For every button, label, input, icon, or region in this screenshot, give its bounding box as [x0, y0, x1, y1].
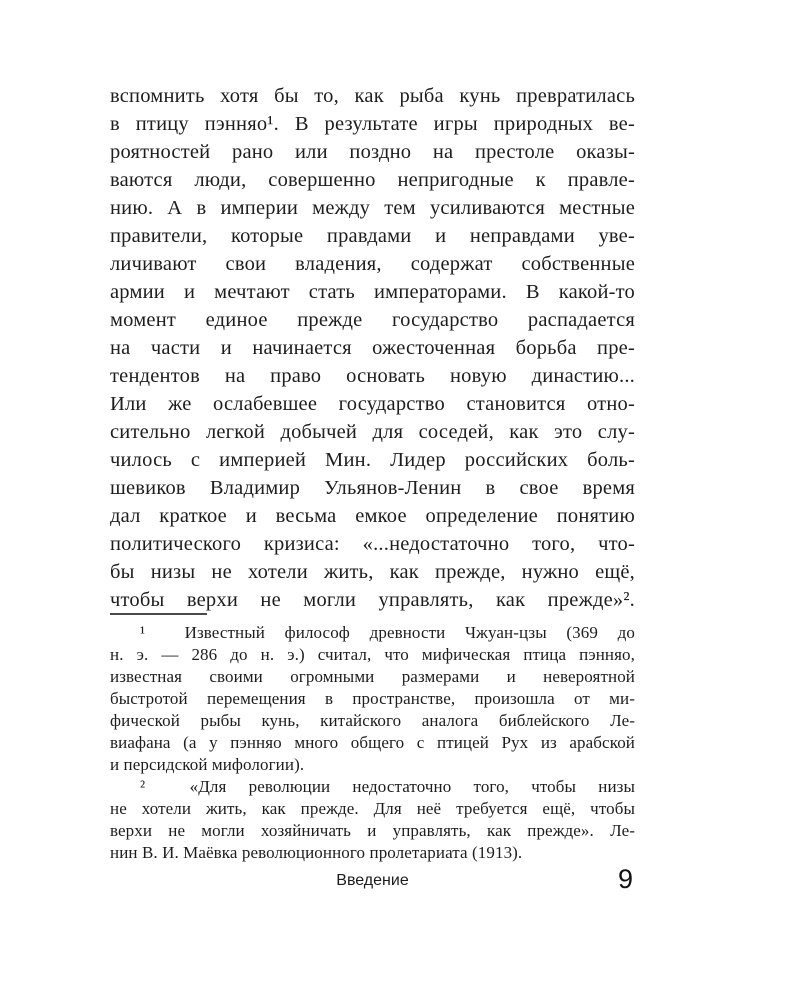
text-line: ваются люди, совершенно непригодные к правле- [110, 169, 635, 191]
footnote-line: ² «Для революции недостаточно того, чтобы низы [140, 777, 635, 796]
body-text [110, 82, 635, 614]
text-line: роятностей рано или поздно на престоле оказы- [110, 141, 635, 163]
text-line: правители, которые правдами и неправдами уве- [110, 225, 635, 247]
text-line: бы низы не хотели жить, как прежде, нужно ещё, [110, 561, 635, 583]
text-line: тендентов на право основать новую династию... [110, 365, 635, 387]
footnote-line: быстротой перемещения в пространстве, произошла от ми- [110, 689, 635, 708]
footnote-line: фической рыбы кунь, китайского аналога библейского Ле- [110, 711, 635, 730]
footnote-line: верхи не могли хозяйничать и управлять, как прежде». Ле- [110, 821, 635, 840]
text-line: армии и мечтают стать императорами. В какой-то [110, 281, 635, 303]
running-title: Введение [336, 872, 409, 889]
text-line: шевиков Владимир Ульянов-Ленин в свое время [110, 477, 635, 499]
page-number: 9 [617, 864, 633, 894]
footnote-line: виафана (а у пэнняо много общего с птицей Рух из арабской [110, 733, 635, 752]
footnote-line: н. э. — 286 до н. э.) считал, что мифическая птица пэнняо, [110, 645, 635, 664]
footnote-line: известная своими огромными размерами и невероятной [110, 667, 635, 686]
text-line: вспомнить хотя бы то, как рыба кунь превратилась [110, 85, 635, 107]
footnote-separator [110, 613, 207, 615]
text-line: Или же ослабевшее государство становится отно- [110, 393, 635, 415]
text-line: сительно легкой добычей для соседей, как это слу- [110, 421, 635, 443]
footnote-line: не хотели жить, как прежде. Для неё требуется ещё, чтобы [110, 799, 635, 818]
text-line: нию. А в империи между тем усиливаются местные [110, 197, 635, 219]
footnotes [110, 622, 635, 864]
footnote-line: ¹ Известный философ древности Чжуан-цзы (369 до [140, 623, 635, 642]
text-line: на части и начинается ожесточенная борьба пре- [110, 337, 635, 359]
text-line: в птицу пэнняо¹. В результате игры природных ве- [110, 113, 635, 135]
text-line: личивают свои владения, содержат собственные [110, 253, 635, 275]
text-line: чилось с империей Мин. Лидер российских боль- [110, 449, 635, 471]
text-line: дал краткое и весьма емкое определение понятию [110, 505, 635, 527]
text-line: политического кризиса: «...недостаточно того, что- [110, 533, 635, 555]
text-line: момент единое прежде государство распадается [110, 309, 635, 331]
footnote-line: и персидской мифологии). [110, 755, 305, 774]
footnote-line: нин В. И. Маёвка революционного пролетариата (1913). [110, 843, 523, 862]
footer [110, 864, 635, 898]
text-line: чтобы верхи не могли управлять, как прежде»². [110, 589, 635, 611]
